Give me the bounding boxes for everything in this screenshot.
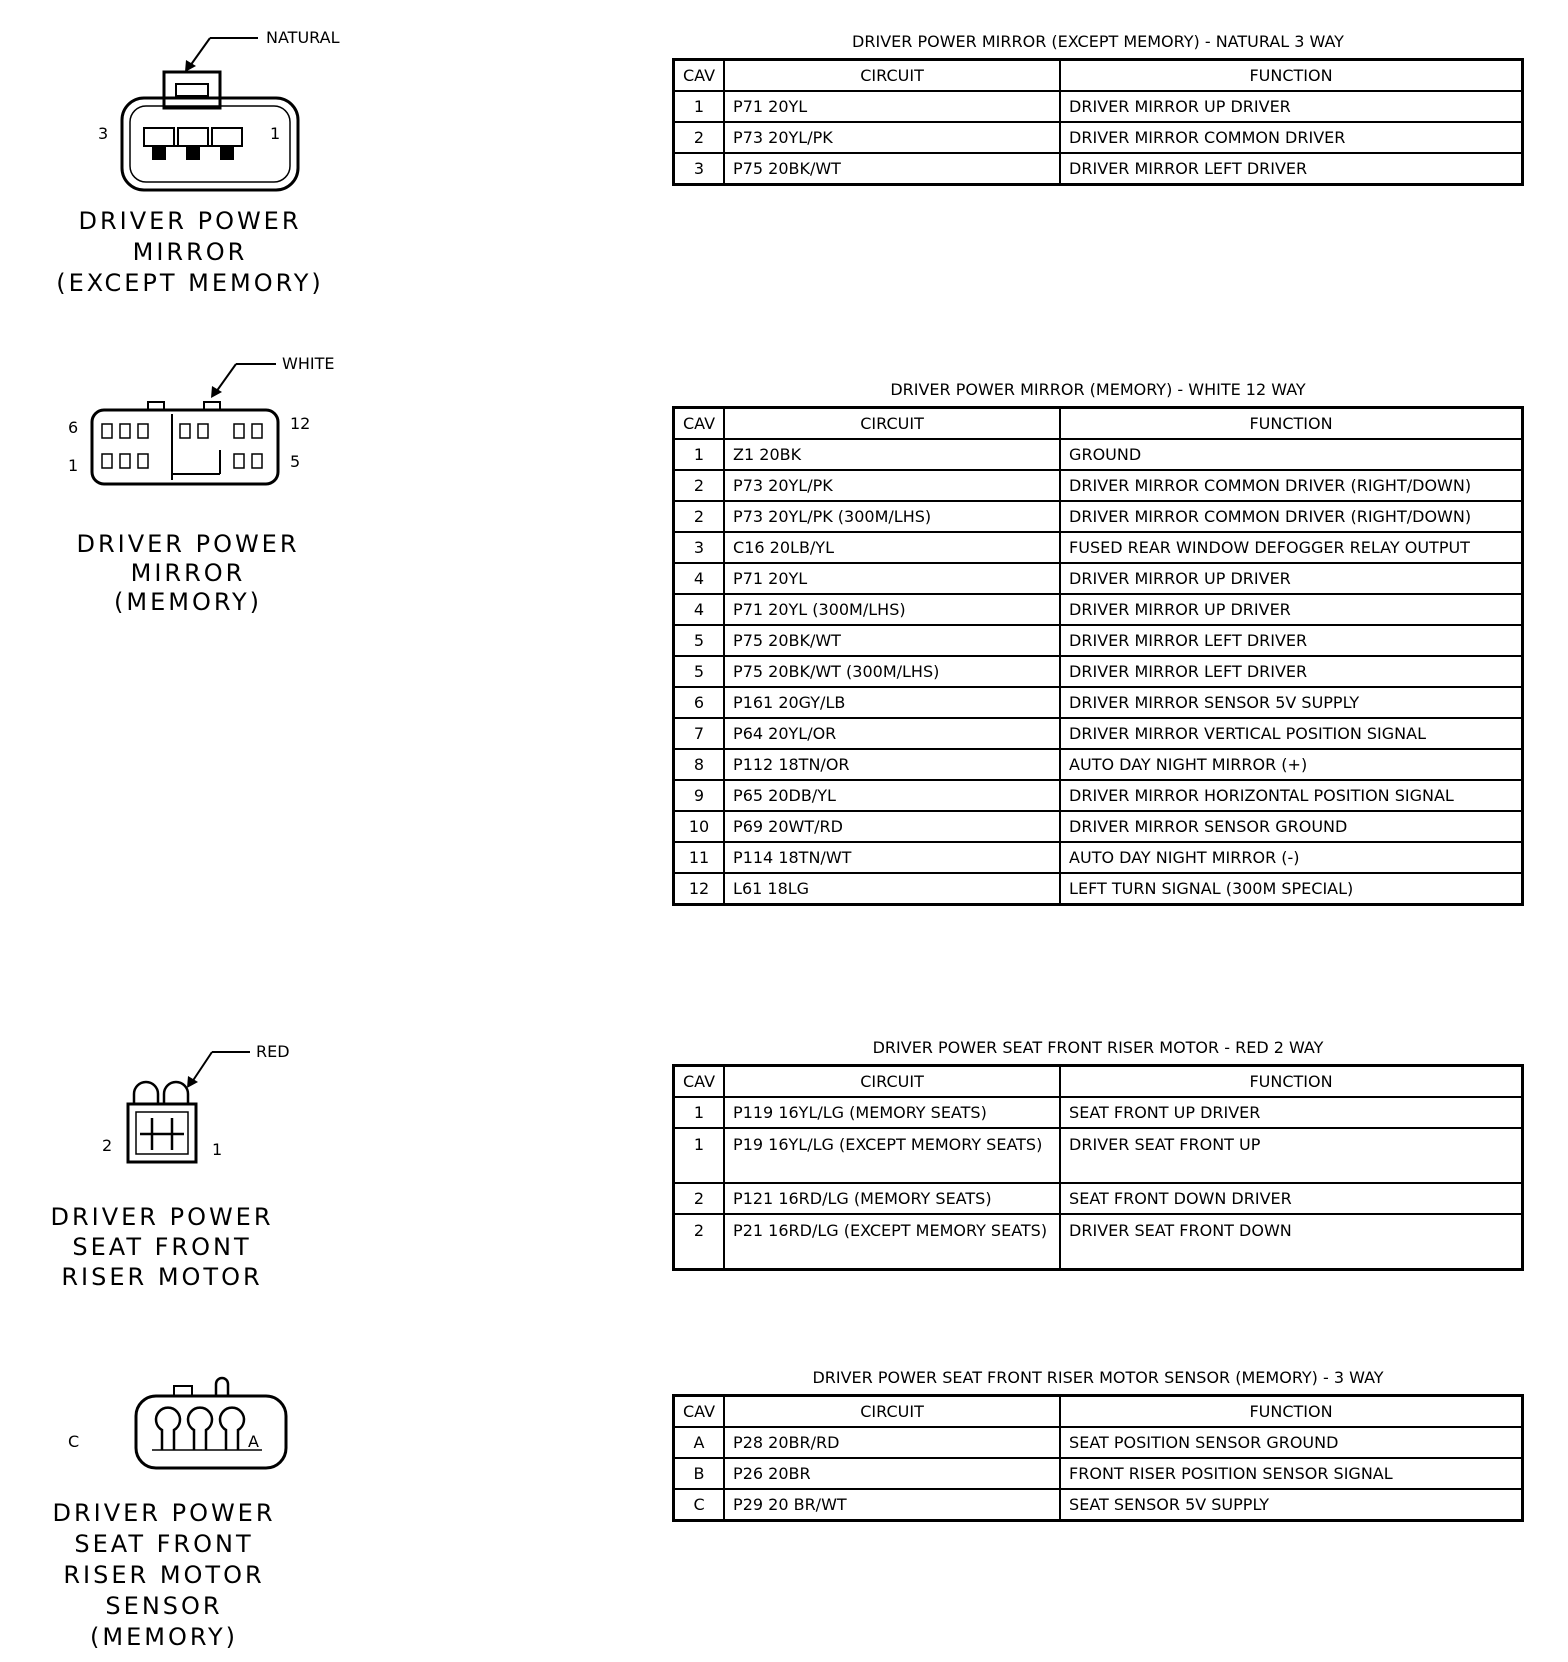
cell-cav: 5 xyxy=(674,625,725,656)
cell-circuit: P29 20 BR/WT xyxy=(724,1489,1060,1521)
cell-function: DRIVER MIRROR SENSOR GROUND xyxy=(1060,811,1522,842)
table-row xyxy=(674,122,1523,153)
table-row xyxy=(674,842,1523,873)
pin-label: 6 xyxy=(68,418,79,437)
cell-function: SEAT SENSOR 5V SUPPLY xyxy=(1060,1489,1522,1521)
cell-cav: C xyxy=(674,1489,725,1521)
table-row xyxy=(674,1214,1523,1270)
cell-cav: 1 xyxy=(674,1128,725,1183)
connector-section-2 xyxy=(0,350,1568,950)
connector-name-line: MIRROR xyxy=(132,238,248,266)
pin-label: 1 xyxy=(68,456,79,475)
cell-function: LEFT TURN SIGNAL (300M SPECIAL) xyxy=(1060,873,1522,905)
table-header-row xyxy=(674,1066,1523,1098)
cell-cav: 12 xyxy=(674,873,725,905)
cell-function: DRIVER MIRROR HORIZONTAL POSITION SIGNAL xyxy=(1060,780,1522,811)
header-cav: CAV xyxy=(674,1396,725,1428)
cell-circuit: P69 20WT/RD xyxy=(724,811,1060,842)
cell-cav: 9 xyxy=(674,780,725,811)
cell-circuit: P75 20BK/WT xyxy=(724,625,1060,656)
cell-cav: 3 xyxy=(674,532,725,563)
connector-name xyxy=(48,530,328,617)
table-row xyxy=(674,749,1523,780)
cell-function: AUTO DAY NIGHT MIRROR (+) xyxy=(1060,749,1522,780)
cell-function: DRIVER MIRROR LEFT DRIVER xyxy=(1060,656,1522,687)
cell-cav: 1 xyxy=(674,91,725,122)
connector-color-label: RED xyxy=(256,1042,290,1061)
cell-cav: 6 xyxy=(674,687,725,718)
connector-name-line: DRIVER POWER xyxy=(76,530,300,558)
cell-circuit: P73 20YL/PK xyxy=(724,122,1060,153)
cell-circuit: P73 20YL/PK xyxy=(724,470,1060,501)
cell-cav: 4 xyxy=(674,594,725,625)
connector-name-line: SEAT FRONT xyxy=(74,1530,254,1558)
connector-name xyxy=(22,1202,302,1292)
cell-cav: 1 xyxy=(674,1097,725,1128)
table-row xyxy=(674,718,1523,749)
connector-section-4 xyxy=(0,1370,1568,1660)
cell-function: DRIVER MIRROR LEFT DRIVER xyxy=(1060,625,1522,656)
connector-name-line: DRIVER POWER xyxy=(52,1499,276,1527)
cell-circuit: P21 16RD/LG (EXCEPT MEMORY SEATS) xyxy=(724,1214,1060,1270)
header-function: FUNCTION xyxy=(1060,1396,1522,1428)
cell-function: DRIVER MIRROR COMMON DRIVER xyxy=(1060,122,1522,153)
cell-circuit: P114 18TN/WT xyxy=(724,842,1060,873)
table-row xyxy=(674,532,1523,563)
table-title: DRIVER POWER SEAT FRONT RISER MOTOR SENSOR (MEMORY) - 3 WAY xyxy=(812,1368,1384,1387)
cell-circuit: P121 16RD/LG (MEMORY SEATS) xyxy=(724,1183,1060,1214)
pin-label: 12 xyxy=(290,414,311,433)
connector-name-line: RISER MOTOR xyxy=(63,1561,265,1589)
connector-name-line: (MEMORY) xyxy=(90,1623,238,1651)
table-row xyxy=(674,1183,1523,1214)
cell-circuit: P161 20GY/LB xyxy=(724,687,1060,718)
cell-cav: 2 xyxy=(674,122,725,153)
cell-circuit: P28 20BR/RD xyxy=(724,1427,1060,1458)
cell-circuit: P119 16YL/LG (MEMORY SEATS) xyxy=(724,1097,1060,1128)
pin-label: 2 xyxy=(102,1136,113,1155)
cell-function: DRIVER MIRROR VERTICAL POSITION SIGNAL xyxy=(1060,718,1522,749)
table-row xyxy=(674,780,1523,811)
connector-name-line: (MEMORY) xyxy=(114,588,262,616)
cell-circuit: C16 20LB/YL xyxy=(724,532,1060,563)
cell-cav: 8 xyxy=(674,749,725,780)
table-row xyxy=(674,1427,1523,1458)
cell-circuit: Z1 20BK xyxy=(724,439,1060,470)
cell-function: DRIVER MIRROR UP DRIVER xyxy=(1060,91,1522,122)
pinout-table xyxy=(672,1064,1524,1271)
pinout-table xyxy=(672,58,1524,186)
cell-circuit: P26 20BR xyxy=(724,1458,1060,1489)
cell-cav: 10 xyxy=(674,811,725,842)
cell-function: AUTO DAY NIGHT MIRROR (-) xyxy=(1060,842,1522,873)
table-row xyxy=(674,470,1523,501)
pinout-table xyxy=(672,1394,1524,1522)
connector-name-line: (EXCEPT MEMORY) xyxy=(56,269,324,297)
table-header-row xyxy=(674,60,1523,92)
header-cav: CAV xyxy=(674,1066,725,1098)
connector-name-line: SEAT FRONT xyxy=(72,1233,252,1261)
cell-cav: 11 xyxy=(674,842,725,873)
table-row xyxy=(674,1128,1523,1183)
cell-function: FUSED REAR WINDOW DEFOGGER RELAY OUTPUT xyxy=(1060,532,1522,563)
cell-circuit: P19 16YL/LG (EXCEPT MEMORY SEATS) xyxy=(724,1128,1060,1183)
cell-function: GROUND xyxy=(1060,439,1522,470)
table-row xyxy=(674,439,1523,470)
header-circuit: CIRCUIT xyxy=(724,1396,1060,1428)
table-header-row xyxy=(674,1396,1523,1428)
cell-cav: 3 xyxy=(674,153,725,185)
header-circuit: CIRCUIT xyxy=(724,60,1060,92)
table-row xyxy=(674,594,1523,625)
connector-section-3 xyxy=(0,1040,1568,1320)
header-circuit: CIRCUIT xyxy=(724,408,1060,440)
cell-function: DRIVER MIRROR LEFT DRIVER xyxy=(1060,153,1522,185)
cell-cav: 4 xyxy=(674,563,725,594)
cell-function: SEAT FRONT UP DRIVER xyxy=(1060,1097,1522,1128)
header-function: FUNCTION xyxy=(1060,1066,1522,1098)
cell-cav: 2 xyxy=(674,501,725,532)
cell-circuit: P64 20YL/OR xyxy=(724,718,1060,749)
header-function: FUNCTION xyxy=(1060,60,1522,92)
table-row xyxy=(674,563,1523,594)
table-row xyxy=(674,687,1523,718)
connector-name-line: SENSOR xyxy=(105,1592,223,1620)
connector-name-line: DRIVER POWER xyxy=(50,1203,274,1231)
cell-function: FRONT RISER POSITION SENSOR SIGNAL xyxy=(1060,1458,1522,1489)
table-title: DRIVER POWER MIRROR (MEMORY) - WHITE 12 WAY xyxy=(890,380,1306,399)
cell-circuit: P112 18TN/OR xyxy=(724,749,1060,780)
header-circuit: CIRCUIT xyxy=(724,1066,1060,1098)
table-row xyxy=(674,625,1523,656)
table-row xyxy=(674,811,1523,842)
cell-cav: 1 xyxy=(674,439,725,470)
table-header-row xyxy=(674,408,1523,440)
cell-function: DRIVER MIRROR UP DRIVER xyxy=(1060,594,1522,625)
cell-cav: 7 xyxy=(674,718,725,749)
cell-cav: A xyxy=(674,1427,725,1458)
header-cav: CAV xyxy=(674,408,725,440)
connector-name-line: MIRROR xyxy=(130,559,246,587)
table-title: DRIVER POWER SEAT FRONT RISER MOTOR - RED 2 WAY xyxy=(872,1038,1324,1057)
cell-cav: 2 xyxy=(674,1183,725,1214)
table-row xyxy=(674,501,1523,532)
cell-function: DRIVER SEAT FRONT UP xyxy=(1060,1128,1522,1183)
table-row xyxy=(674,873,1523,905)
connector-name-line: DRIVER POWER xyxy=(78,207,302,235)
header-function: FUNCTION xyxy=(1060,408,1522,440)
cell-circuit: P65 20DB/YL xyxy=(724,780,1060,811)
connector-diagram-natural-3-way xyxy=(40,0,360,230)
pin-label: 1 xyxy=(212,1140,223,1159)
cell-cav: 5 xyxy=(674,656,725,687)
cell-circuit: P75 20BK/WT (300M/LHS) xyxy=(724,656,1060,687)
cell-function: DRIVER MIRROR COMMON DRIVER (RIGHT/DOWN) xyxy=(1060,470,1522,501)
cell-function: SEAT POSITION SENSOR GROUND xyxy=(1060,1427,1522,1458)
table-row xyxy=(674,1489,1523,1521)
pin-label: A xyxy=(248,1432,259,1451)
cell-cav: 2 xyxy=(674,470,725,501)
table-row xyxy=(674,153,1523,185)
table-row xyxy=(674,91,1523,122)
table-row xyxy=(674,656,1523,687)
pinout-table xyxy=(672,406,1524,906)
pin-label: 5 xyxy=(290,452,301,471)
header-cav: CAV xyxy=(674,60,725,92)
pin-label: 3 xyxy=(98,124,109,143)
cell-function: DRIVER SEAT FRONT DOWN xyxy=(1060,1214,1522,1270)
connector-color-label: WHITE xyxy=(282,354,335,373)
cell-circuit: P73 20YL/PK (300M/LHS) xyxy=(724,501,1060,532)
table-title: DRIVER POWER MIRROR (EXCEPT MEMORY) - NATURAL 3 WAY xyxy=(852,32,1344,51)
cell-function: DRIVER MIRROR UP DRIVER xyxy=(1060,563,1522,594)
connector-name-line: RISER MOTOR xyxy=(61,1263,263,1291)
cell-circuit: L61 18LG xyxy=(724,873,1060,905)
table-row xyxy=(674,1097,1523,1128)
connector-section-1 xyxy=(0,0,1568,330)
connector-color-label: NATURAL xyxy=(266,28,340,47)
cell-function: SEAT FRONT DOWN DRIVER xyxy=(1060,1183,1522,1214)
cell-cav: B xyxy=(674,1458,725,1489)
cell-cav: 2 xyxy=(674,1214,725,1270)
cell-circuit: P71 20YL xyxy=(724,563,1060,594)
connector-name xyxy=(24,1498,304,1653)
cell-function: DRIVER MIRROR COMMON DRIVER (RIGHT/DOWN) xyxy=(1060,501,1522,532)
cell-function: DRIVER MIRROR SENSOR 5V SUPPLY xyxy=(1060,687,1522,718)
cell-circuit: P71 20YL (300M/LHS) xyxy=(724,594,1060,625)
cell-circuit: P71 20YL xyxy=(724,91,1060,122)
pin-label: C xyxy=(68,1432,80,1451)
connector-name xyxy=(50,206,330,299)
table-row xyxy=(674,1458,1523,1489)
cell-circuit: P75 20BK/WT xyxy=(724,153,1060,185)
pin-label: 1 xyxy=(270,124,281,143)
